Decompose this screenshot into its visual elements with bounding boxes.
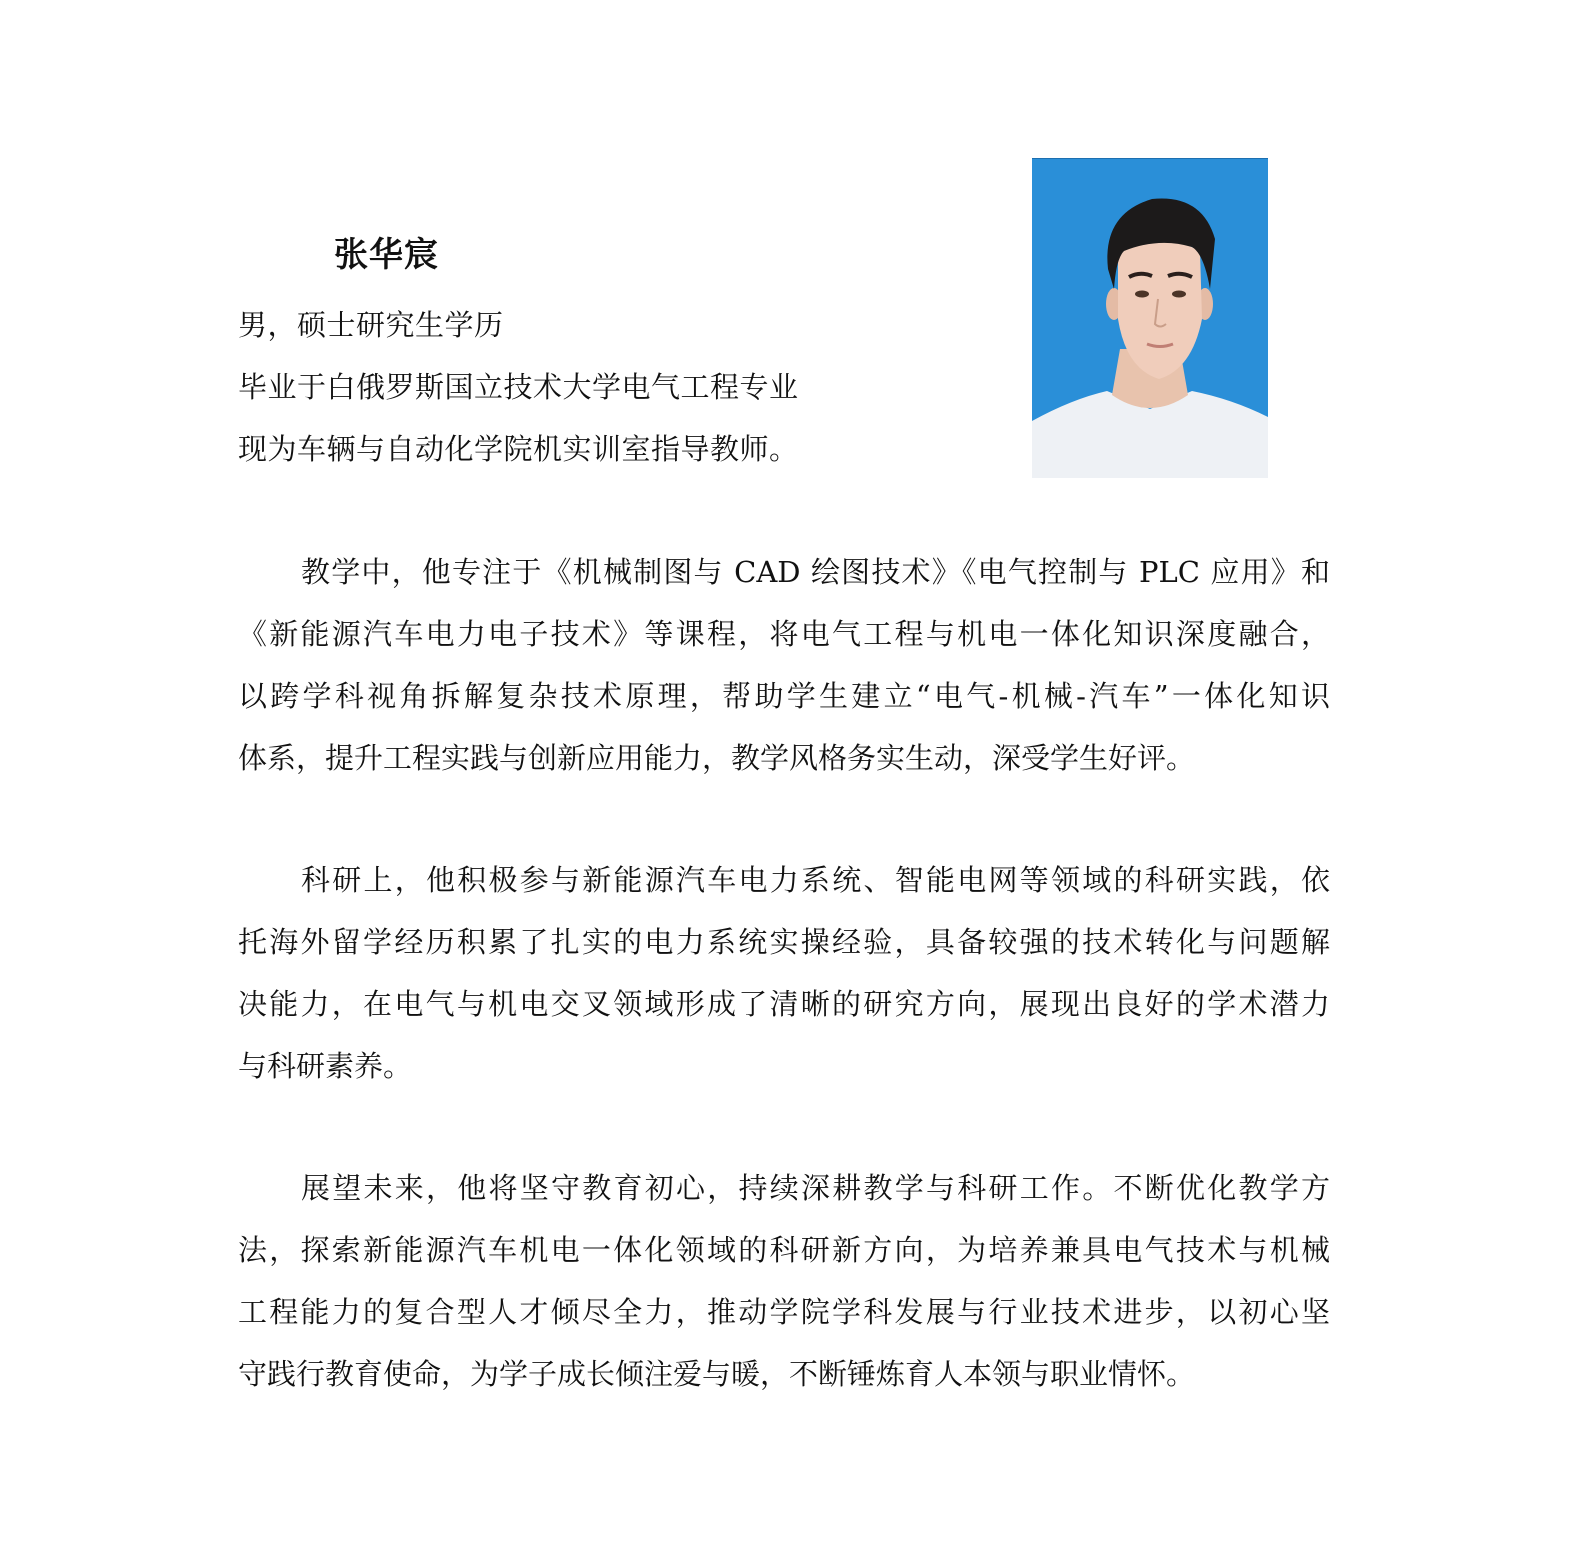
info-position: 现为车辆与自动化学院机实训室指导教师。 [238, 432, 799, 466]
paragraph-line: 体系，提升工程实践与创新应用能力，教学风格务实生动，深受学生好评。 [238, 741, 1196, 775]
paragraph-line: 科研上，他积极参与新能源汽车电力系统、智能电网等领域的科研实践，依 [301, 863, 1330, 897]
portrait-photo [1032, 158, 1268, 478]
paragraph-line: 工程能力的复合型人才倾尽全力，推动学院学科发展与行业技术进步，以初心坚 [238, 1295, 1330, 1329]
info-graduation: 毕业于白俄罗斯国立技术大学电气工程专业 [238, 370, 799, 404]
paragraph-line: 守践行教育使命，为学子成长倾注爱与暖，不断锤炼育人本领与职业情怀。 [238, 1357, 1196, 1391]
paragraph-line: 展望未来，他将坚守教育初心，持续深耕教学与科研工作。不断优化教学方 [301, 1171, 1330, 1205]
paragraph-line: 以跨学科视角拆解复杂技术原理，帮助学生建立“电气-机械-汽车”一体化知识 [238, 679, 1330, 713]
paragraph-line: 决能力，在电气与机电交叉领域形成了清晰的研究方向，展现出良好的学术潜力 [238, 987, 1330, 1021]
paragraph-line: 《新能源汽车电力电子技术》等课程，将电气工程与机电一体化知识深度融合， [238, 617, 1330, 651]
teacher-name: 张华宸 [334, 235, 439, 275]
info-gender-degree: 男，硕士研究生学历 [238, 308, 504, 342]
paragraph-line: 托海外留学经历积累了扎实的电力系统实操经验，具备较强的技术转化与问题解 [238, 925, 1330, 959]
portrait-illustration [1032, 159, 1268, 478]
paragraph-line: 与科研素养。 [238, 1049, 413, 1083]
paragraph-line: 教学中，他专注于《机械制图与 CAD 绘图技术》《电气控制与 PLC 应用》和 [301, 555, 1330, 589]
paragraph-line: 法，探索新能源汽车机电一体化领域的科研新方向，为培养兼具电气技术与机械 [238, 1233, 1330, 1267]
